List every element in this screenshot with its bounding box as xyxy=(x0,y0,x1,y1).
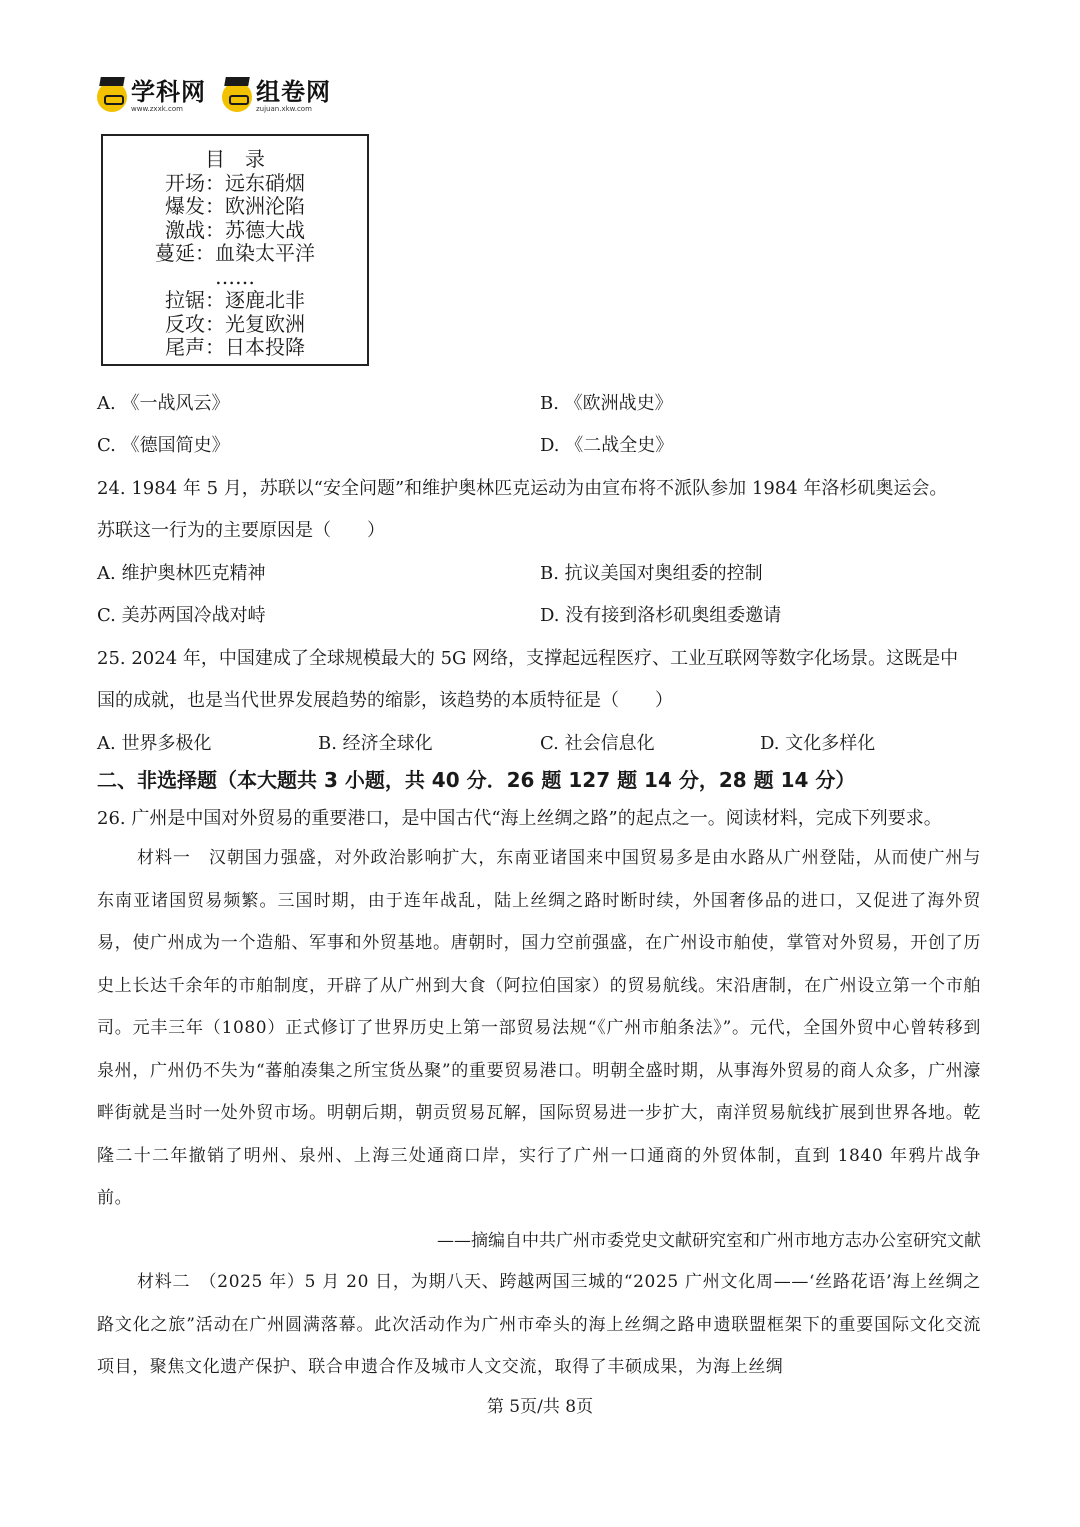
q26-stem: 26. 广州是中国对外贸易的重要港口，是中国古代“海上丝绸之路”的起点之一。阅读材料，完成下列要求。 xyxy=(97,808,942,829)
logo-url: www.zxxk.com xyxy=(131,105,183,113)
toc-item: 反攻：光复欧洲 xyxy=(165,311,305,336)
q23-option-a: A. 《一战风云》 xyxy=(97,393,230,414)
q25-option-d: D. 文化多样化 xyxy=(760,733,876,754)
q24-stem-line1: 24. 1984 年 5 月，苏联以“安全问题”和维护奥林匹克运动为由宣布将不派队参加 1984 年洛杉矶奥运会。 xyxy=(97,478,948,499)
logo-xuekewang xyxy=(97,80,206,113)
q23-option-b: B. 《欧洲战史》 xyxy=(540,393,673,414)
logo-url: zujuan.xkw.com xyxy=(256,105,312,113)
header-logos xyxy=(97,80,331,113)
q25-stem-line1: 25. 2024 年，中国建成了全球规模最大的 5G 网络，支撑起远程医疗、工业互联网等数字化场景。这既是中 xyxy=(97,648,959,669)
toc-item: 蔓延：血染太平洋 xyxy=(155,241,315,265)
toc-item: 激战：苏德大战 xyxy=(165,217,305,242)
mascot-icon xyxy=(97,82,127,112)
q24-option-d: D. 没有接到洛杉矶奥组委邀请 xyxy=(540,605,782,626)
toc-box xyxy=(101,134,369,366)
q24-stem-line2: 苏联这一行为的主要原因是（ ） xyxy=(97,520,385,541)
q23-option-c: C. 《德国简史》 xyxy=(97,435,230,456)
q25-option-a: A. 世界多极化 xyxy=(97,733,212,754)
logo-name: 组卷网 xyxy=(256,78,331,106)
toc-item: 开场：远东硝烟 xyxy=(165,170,305,195)
mascot-icon xyxy=(222,82,252,112)
material-1-source: ——摘编自中共广州市委党史文献研究室和广州市地方志办公室研究文献 xyxy=(437,1231,981,1251)
q25-stem-line2: 国的成就，也是当代世界发展趋势的缩影，该趋势的本质特征是（ ） xyxy=(97,690,673,711)
toc-item: 拉锯：逐鹿北非 xyxy=(165,288,305,312)
toc-item: 尾声：日本投降 xyxy=(165,335,305,359)
q24-option-a: A. 维护奥林匹克精神 xyxy=(97,563,266,584)
page-footer: 第 5页/共 8页 xyxy=(486,1397,594,1417)
logo-zujuanwang xyxy=(222,80,331,113)
q25-option-b: B. 经济全球化 xyxy=(318,733,433,754)
material-1: 材料一 汉朝国力强盛，对外政治影响扩大，东南亚诸国来中国贸易多是由水路从广州登陆，从而使广州与东南亚诸国贸易频繁。三国时期，由于连年战乱，陆上丝绸之路时断时续，外国奢侈品的进口，又促进了海外贸易，使广州成为一个造船、军事和外贸基地。唐朝时，国力空前强盛，在广州设市舶使，掌管对外贸易，开创了历史上长达千余年的市舶制度，开辟了从广州到大食（阿拉伯国家）的贸易航线。宋沿唐制，在广州设立第一个市舶司。元丰三年（1080）正式修订了世界历史上第一部贸易法规“《广州市舶条法》”。元代，全国外贸中心曾转移到泉州，广州仍不失为“蕃舶凑集之所宝货丛聚”的重要贸易港口。明朝全盛时期，从事海外贸易的商人众多，广州濠畔街就是当时一处外贸市场。明朝后期，朝贡贸易瓦解，国际贸易进一步扩大，南洋贸易航线扩展到世界各地。乾隆二十二年撤销了明州、泉州、上海三处通商口岸，实行了广州一口通商的外贸体制，直到 1840 年鸦片战争前。 xyxy=(97,848,981,1208)
section-title: 二、非选择题（本大题共 3 小题，共 40 分．26 题 127 题 14 分，28 题 14 分） xyxy=(97,768,856,792)
q23-option-d: D. 《二战全史》 xyxy=(540,435,674,456)
q24-option-b: B. 抗议美国对奥组委的控制 xyxy=(540,563,763,584)
toc-item: 爆发：欧洲沦陷 xyxy=(165,194,305,218)
toc-item: …… xyxy=(215,264,255,289)
q25-option-c: C. 社会信息化 xyxy=(540,733,655,754)
logo-name: 学科网 xyxy=(131,78,206,106)
q24-option-c: C. 美苏两国冷战对峙 xyxy=(97,605,266,626)
material-2: 材料二 （2025 年）5 月 20 日，为期八天、跨越两国三城的“2025 广州文化周——‘丝路花语’海上丝绸之路文化之旅”活动在广州圆满落幕。此次活动作为广州市牵头的海上丝绸之路申遗联盟框架下的重要国际文化交流项目，聚焦文化遗产保护、联合申遗合作及城市人文交流，取得了丰硕成果，为海上丝绸 xyxy=(97,1272,981,1377)
toc-title: 目 录 xyxy=(205,147,265,171)
